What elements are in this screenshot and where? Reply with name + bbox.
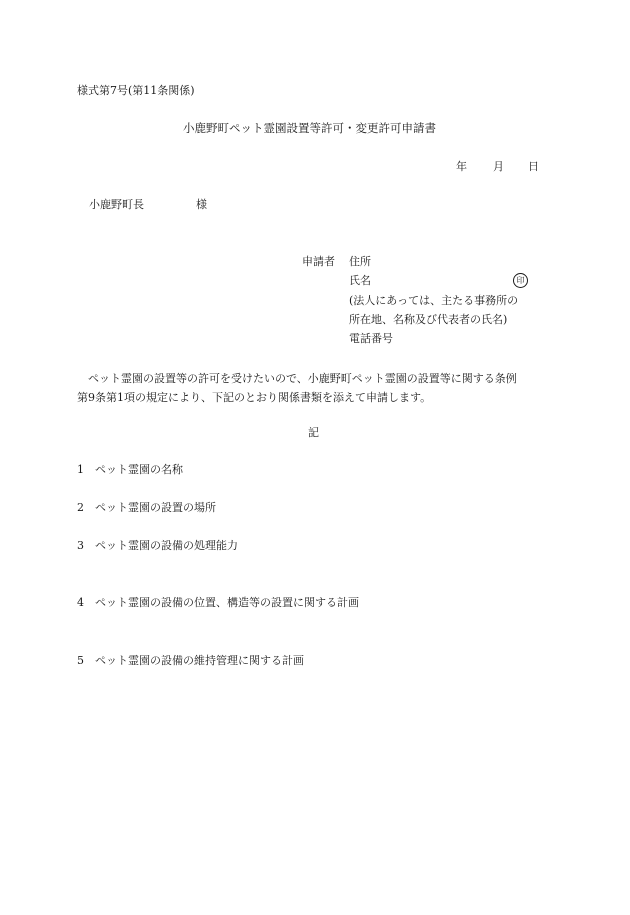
- list-item: [77, 464, 183, 475]
- item-text: ペット霊園の設備の処理能力: [95, 539, 238, 552]
- list-item: [77, 597, 359, 608]
- form-number: 様式第7号(第11条関係): [77, 84, 195, 97]
- body-line-2: 第9条第1項の規定により、下記のとおり関係書類を添えて申請します。: [77, 391, 432, 404]
- date-day-label: 日: [528, 160, 539, 173]
- item-number: 5: [77, 654, 84, 667]
- list-item: [77, 502, 216, 513]
- addressee-honorific: 様: [196, 198, 207, 211]
- list-item: [77, 540, 238, 551]
- corporate-note-line-2: 所在地、名称及び代表者の氏名): [349, 313, 508, 326]
- applicant-label: 申請者: [302, 255, 335, 268]
- item-number: 4: [77, 596, 84, 609]
- corporate-note-line-1: (法人にあっては、主たる事務所の: [349, 294, 519, 307]
- phone-label: 電話番号: [349, 332, 393, 345]
- item-number: 2: [77, 501, 84, 514]
- date-year-label: 年: [456, 160, 467, 173]
- addressee-name: 小鹿野町長: [89, 198, 144, 211]
- name-label: 氏名: [349, 274, 371, 287]
- item-text: ペット霊園の設備の維持管理に関する計画: [95, 654, 304, 667]
- item-number: 3: [77, 539, 84, 552]
- seal-mark: 印: [513, 273, 528, 288]
- body-line-1: ペット霊園の設置等の許可を受けたいので、小鹿野町ペット霊園の設置等に関する条例: [88, 372, 517, 385]
- item-text: ペット霊園の設備の位置、構造等の設置に関する計画: [95, 596, 359, 609]
- item-number: 1: [77, 463, 84, 476]
- notes-heading: 記: [308, 426, 319, 439]
- application-body: [77, 369, 557, 407]
- item-text: ペット霊園の設置の場所: [95, 501, 216, 514]
- address-label: 住所: [349, 255, 371, 268]
- list-item: [77, 655, 304, 666]
- date-month-label: 月: [493, 160, 504, 173]
- document-title: 小鹿野町ペット霊園設置等許可・変更許可申請書: [183, 121, 436, 135]
- item-text: ペット霊園の名称: [95, 463, 183, 476]
